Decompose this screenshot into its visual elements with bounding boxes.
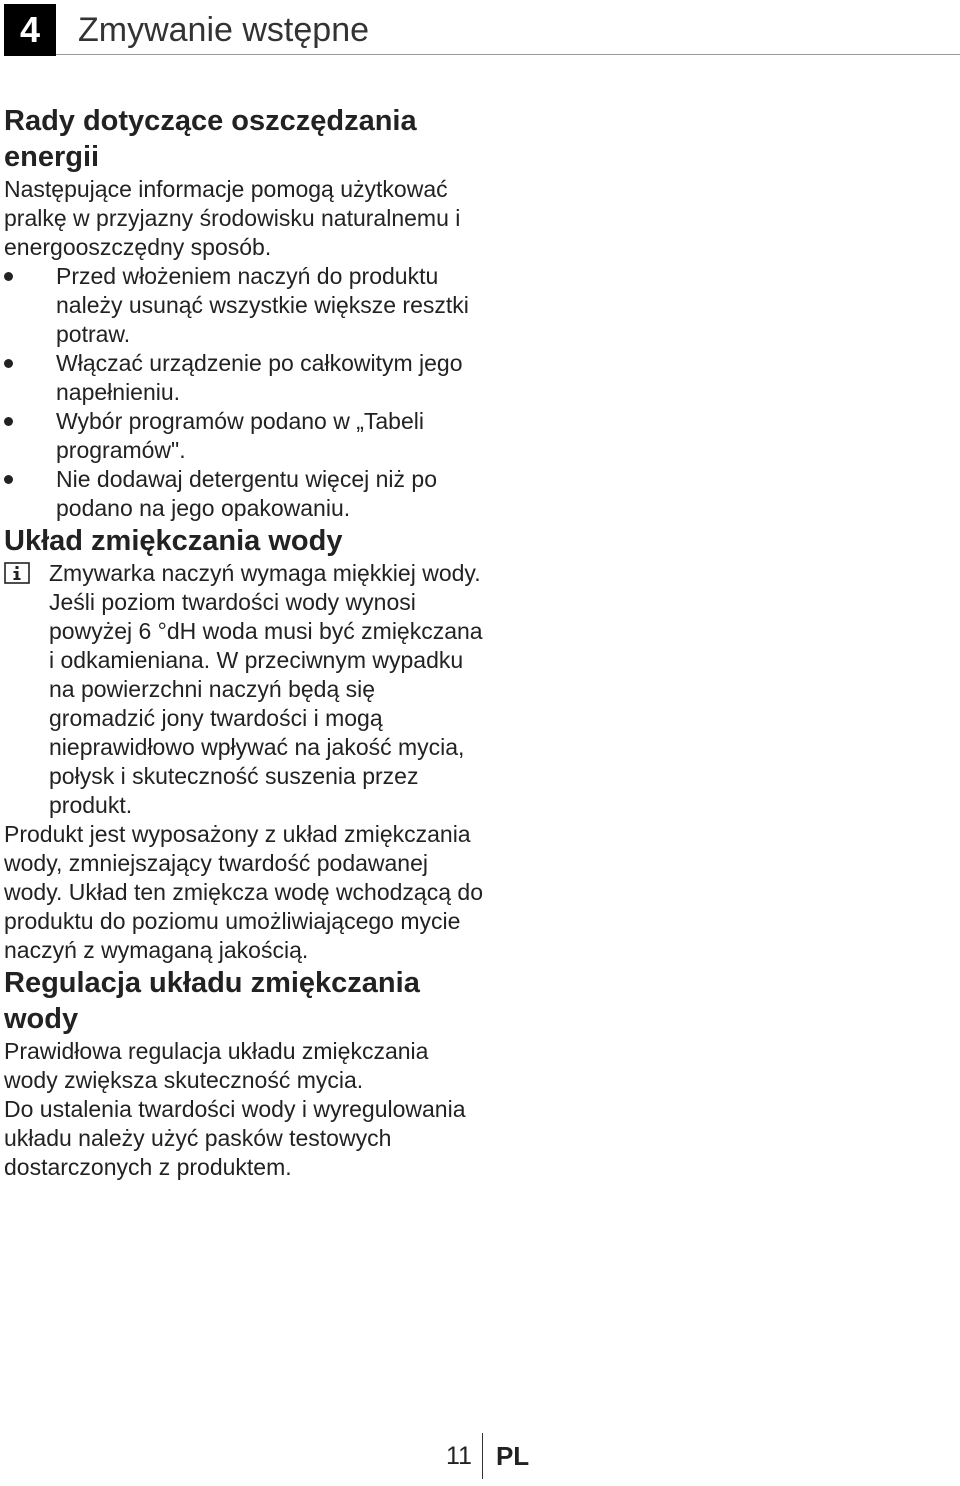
list-item (4, 349, 484, 407)
info-note (4, 559, 484, 820)
footer-divider (482, 1433, 483, 1479)
list-item (4, 262, 484, 349)
page-footer (446, 1432, 529, 1480)
chapter-title: Zmywanie wstępne (78, 11, 370, 49)
list-item-text: Przed włożeniem naczyń do produktu należy usunąć wszystkie większe resztki potraw. (56, 263, 469, 347)
list-item (4, 407, 484, 465)
chapter-number: 4 (19, 9, 41, 50)
chapter-divider (56, 54, 960, 55)
softener-adjustment-heading: Regulacja układu zmiękczania wody (4, 967, 420, 1035)
chapter-number-badge (4, 4, 56, 56)
energy-saving-intro: Następujące informacje pomogą użytkować pralkę w przyjazny środowisku naturalnemu i energooszczędny sposób. (4, 176, 461, 260)
info-icon (4, 562, 30, 584)
info-note-text: Zmywarka naczyń wymaga miękkiej wody. Jeśli poziom twardości wody wynosi powyżej 6 °dH woda musi być zmiękczana i odkamieniana. W przeciwnym wypadku na powierzchni naczyń będą się gromadzić jony twardości i mogą nieprawidłowo wpływać na jakość mycia, połysk i skuteczność suszenia przez produkt. (49, 560, 483, 818)
list-item-text: Nie dodawaj detergentu więcej niż po podano na jego opakowaniu. (56, 466, 438, 521)
softener-adjustment-para-2: Do ustalenia twardości wody i wyregulowania układu należy użyć pasków testowych dostarczonych z produktem. (4, 1096, 466, 1180)
bullet-icon (4, 272, 13, 281)
list-item-text: Włączać urządzenie po całkowitym jego napełnieniu. (56, 350, 463, 405)
water-softening-heading: Układ zmiękczania wody (4, 525, 343, 557)
bullet-icon (4, 417, 13, 426)
energy-saving-list (4, 262, 484, 523)
softener-adjustment-para-1: Prawidłowa regulacja układu zmiękczania wody zwiększa skuteczność mycia. (4, 1038, 429, 1093)
page-content (4, 103, 484, 1182)
water-softening-body: Produkt jest wyposażony z układ zmiękczania wody, zmniejszający twardość podawanej wody. Układ ten zmiękcza wodę wchodzącą do produktu do poziomu umożliwiającego mycie naczyń z wymaganą jakością. (4, 821, 483, 963)
bullet-icon (4, 359, 13, 368)
language-code: PL (495, 1440, 530, 1471)
energy-saving-heading: Rady dotyczące oszczędzania energii (4, 105, 417, 173)
list-item-text: Wybór programów podano w „Tabeli programów". (56, 408, 424, 463)
list-item (4, 465, 484, 523)
page-number: 11 (446, 1441, 472, 1470)
bullet-icon (4, 475, 13, 484)
